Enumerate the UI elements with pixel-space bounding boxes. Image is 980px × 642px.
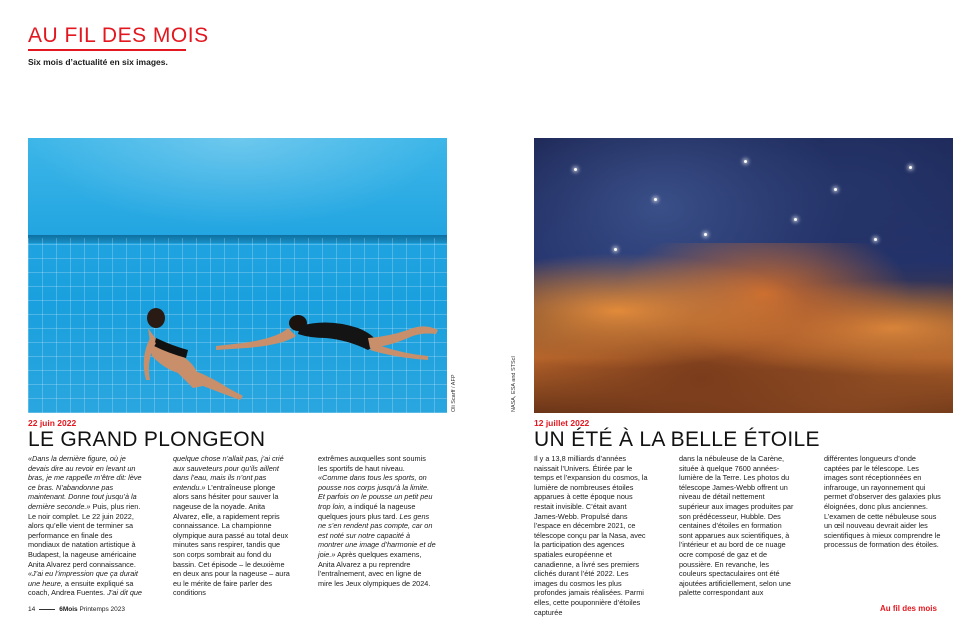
star-icon [704, 233, 707, 236]
body-text: Il y a 13,8 milliards d’années naissait l’Univers. Étirée par le temps et l’expansion du cosmos, la lumière de nombreuses étoiles apparues à cette époque nous restait invisible. C’était avant James-Webb. Propulsé dans l’espace en décembre 2021, ce télescope conçu par la Nasa, avec la participation des agences spatiales européenne et canadienne, a livré ses premiers clichés durant l’été 2022. Les images du cosmos les plus profondes jamais réalisées. Parmi elles, cette pouponnière d’étoiles capturée [534, 454, 648, 617]
star-icon [574, 168, 577, 171]
page-number: 14 [28, 606, 36, 613]
star-icon [654, 198, 657, 201]
body-text: extrêmes auxquelles sont soumis les sportifs de haut niveau. [318, 454, 426, 473]
swimmers-illustration [28, 138, 447, 413]
article-date: 12 juillet 2022 [534, 418, 590, 428]
nebula-cloud [534, 243, 953, 413]
body-text: a ensuite expliqué sa coach, Andrea Fuentes. [28, 578, 134, 598]
body-text: L’entraîneuse plonge alors sans hésiter pour sauver la nageuse de la noyade. Anita Alvarez, elle, a rapidement repris connaissance. La championne olympique aura passé au total deux minutes sans respirer, tandis que son corps sombrait au fond du bassin. Cet épisode – le deuxième en deux ans pour la nageuse – aura eu le mérite de faire parler des conditions [173, 482, 290, 598]
section-title-underline [28, 49, 186, 51]
star-icon [744, 160, 747, 163]
star-icon [909, 166, 912, 169]
magazine-name: 6Mois [59, 606, 78, 613]
photo-credit: NASA, ESA and STScI [511, 356, 517, 412]
issue-label: Printemps 2023 [79, 606, 125, 613]
body-text: Puis, plus rien. Le noir complet. Le 22 juin 2022, alors qu’elle vient de terminer sa performance en finale des mondiaux de natation artistique à Budapest, la nageuse américaine Anita Alvarez perd connaissance. [28, 501, 141, 569]
article-column [824, 454, 942, 550]
page-footer [28, 606, 125, 613]
quote: Les gens ne s’en rendent pas compte, car on est noté sur notre capacité à montrer une image d’harmonie et de joie.» [318, 511, 436, 559]
star-icon [834, 188, 837, 191]
quote: «Dans la dernière figure, où je devais dire au revoir en levant un bras, je me rappelle m’être dit: lève ce bras. N’abandonne pas maintenant. Donne tout jusqu’à la dernière seconde.» [28, 454, 142, 511]
body-text: dans la nébuleuse de la Carène, située à quelque 7600 années-lumière de la Terre. Les photos du télescope James-Webb offrent un niveau de détail nettement supérieur aux images produites par son prédécesseur, Hubble. Des centaines d’étoiles en formation sont apparues aux scientifiques, à l’intérieur et au bord de ce nuage ocre composé de gaz et de poussière. En revanche, les couleurs spectaculaires ont été ajoutées artificiellement, selon une palette correspondant aux [679, 454, 794, 598]
star-icon [614, 248, 617, 251]
section-label: Au fil des mois [880, 604, 937, 613]
article-headline: UN ÉTÉ À LA BELLE ÉTOILE [534, 428, 820, 451]
body-text: différentes longueurs d’onde captées par le télescope. Les images sont réceptionnées en infrarouge, un rayonnement qui permet d’observer des galaxies plus éloignées, donc plus anciennes. L’examen de cette nébuleuse sous un œil nouveau devrait aider les scientifiques à mieux comprendre le processus de formation des étoiles. [824, 454, 941, 550]
quote: J’ai dit que [107, 588, 142, 598]
body-text: a indiqué la nageuse quelques jours plus tard. [318, 501, 416, 521]
article-date: 22 juin 2022 [28, 418, 77, 428]
body-text: Après quelques examens, Anita Alvarez a pu reprendre l’entraînement, avec en ligne de mire les Jeux olympiques de 2024. [318, 549, 431, 588]
star-icon [874, 238, 877, 241]
quote: quelque chose n’allait pas, j’ai crié aux sauveteurs pour qu’ils aillent dans l’eau, mais ils n’ont pas entendu.» [173, 454, 284, 492]
article-column [173, 454, 291, 598]
swimming-pool-photo [28, 138, 447, 413]
photo-credit: Oli Scarff / AFP [451, 374, 457, 412]
article-column [534, 454, 652, 617]
section-title: AU FIL DES MOIS [28, 24, 209, 47]
article-column [679, 454, 797, 598]
article-headline: LE GRAND PLONGEON [28, 428, 266, 451]
article-column [28, 454, 146, 598]
quote: «Comme dans tous les sports, on pousse nos corps jusqu’à la limite. Et parfois on le pousse un petit peu trop loin, [318, 473, 433, 511]
nebula-photo [534, 138, 953, 413]
quote: «J’ai eu l’impression que ça durait une heure, [28, 569, 138, 588]
section-subtitle: Six mois d’actualité en six images. [28, 57, 168, 67]
footer-divider [39, 609, 55, 610]
star-icon [794, 218, 797, 221]
article-column [318, 454, 436, 588]
